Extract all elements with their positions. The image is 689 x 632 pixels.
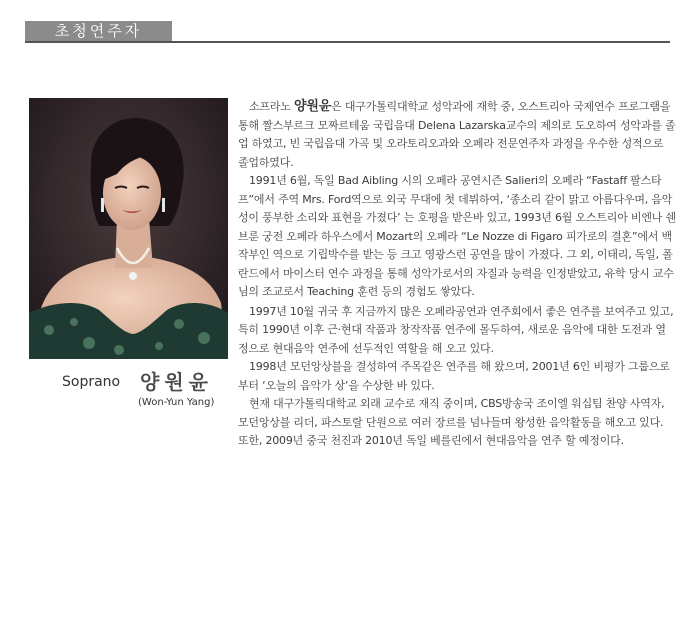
bio-paragraph-intro: [238, 98, 676, 172]
intro-prefix: 소프라노: [249, 100, 295, 113]
biography: [238, 98, 676, 451]
intro-name: 양원윤: [294, 99, 332, 114]
bio-paragraph-return: 1997년 10월 귀국 후 지금까지 많은 오페라공연과 연주회에서 좋은 연주를 보여주고 있고, 특히 1990년 이후 근·현대 작품과 창작작품 연주에 몰두하여, 새로운 음악에 대한 도전과 열정으로 현대음악 연주에 선두적인 역할을 해 오고 있다.: [238, 304, 674, 355]
caption-voice-type: Soprano: [62, 374, 121, 390]
bio-paragraph-current: 현재 대구가톨릭대학교 외래 교수로 재직 중이며, CBS방송국 조이엘 워십팀 찬양 사역자, 모던앙상블 리더, 파스토랄 단원으로 여러 장르를 넘나들며 왕성한 음악활동을 해오고 있다. 또한, 2009년 중국 천진과 2010년 독일 베를린에서 현대음악을 연주 할 예정이다.: [238, 397, 665, 447]
bio-paragraph-ensemble: 1998년 모던앙상블을 결성하여 주목같은 연주를 해 왔으며, 2001년 6인 비평가 그룹으로부터 ‘오늘의 음악가 상’을 수상한 바 있다.: [238, 360, 670, 392]
caption-name-korean: 양원윤: [140, 370, 213, 394]
section-title: 초청연주자: [25, 21, 172, 42]
caption-name-romanized: (Won-Yun Yang): [138, 397, 215, 408]
soprano-portrait-photo: [29, 98, 228, 359]
intro-rest: 은 대구가톨릭대학교 성악과에 재학 중, 오스트리아 국제연수 프로그램을 통해 짤스부르크 모짜르테움 국립음대 Delena Lazarska교수의 제의로 도오하여 성악과를 졸업 하였고, 빈 국립음대 가곡 및 오라토리오과와 오페라 전문연주자 과정을 우수한 성적으로 졸업하였다.: [238, 100, 676, 169]
bio-paragraph-debut: 1991년 6월, 독일 Bad Aibling 시의 오페라 공연시즌 Salieri의 오페라 “Fastaff 팔스타프”에서 주역 Mrs. Ford역으로 외국 무대에 첫 데뷔하여, ‘종소리 같이 맑고 아름다우며, 음악성이 풍부한 소리와 표현을 가졌다’ 는 호평을 받은바 있고, 1993년 6월 오스트리아 비엔나 쉔브룬 궁전 오페라 하우스에서 Mozart의 오페라 “Le Nozze di Figaro 피가로의 결혼”에서 백작부인 역으로 기립박수를 받는 등 크고 영광스런 공연을 많이 가졌다. 그 외, 이태리, 독일, 폴란드에서 마이스터 연수 과정을 통해 성악가로서의 자질과 능력을 인정받았고, 유학 당시 교수님의 조교로서 Teaching 훈련 등의 경험도 쌓았다.: [238, 174, 676, 298]
header-divider: [25, 41, 670, 43]
